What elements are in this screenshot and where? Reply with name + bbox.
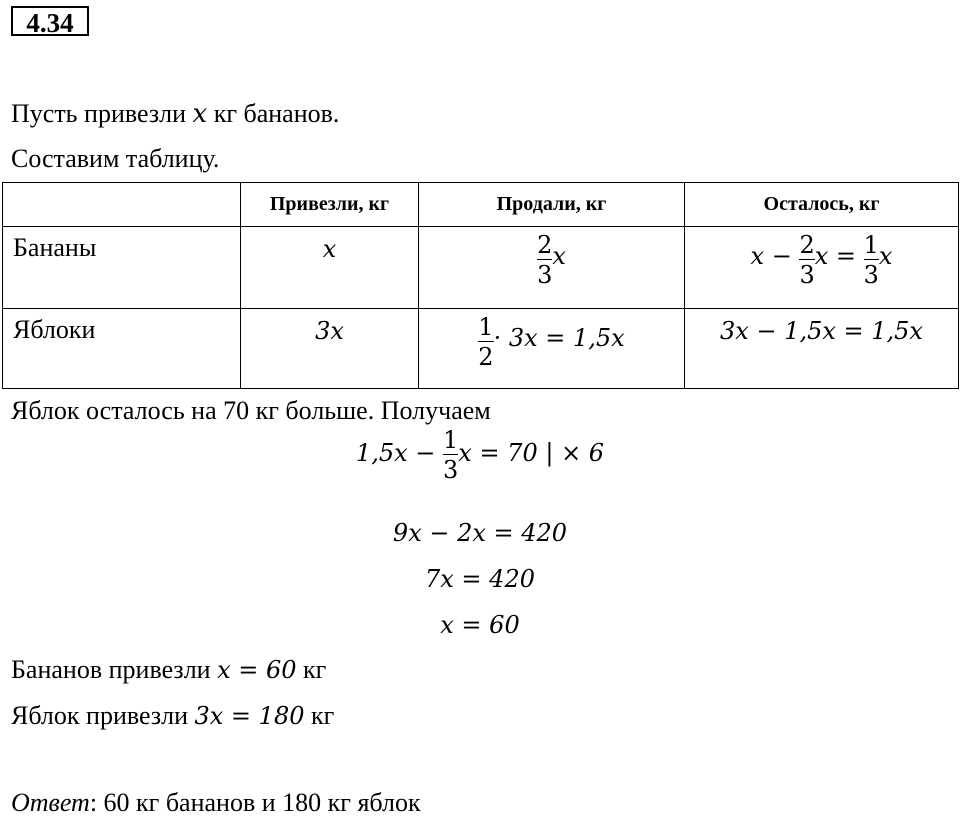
header-brought: Привезли, кг xyxy=(241,183,419,227)
intro-text: Пусть привезли xyxy=(11,99,193,128)
problem-number: 4.34 xyxy=(11,6,89,36)
fraction-num: 1 xyxy=(863,231,879,259)
fraction-den: 3 xyxy=(863,261,879,289)
bananas-left xyxy=(685,227,959,309)
fraction-num: 1 xyxy=(443,426,459,454)
data-table xyxy=(2,182,959,389)
intro-var: x xyxy=(192,99,208,129)
fraction-num: 2 xyxy=(799,231,815,259)
row-label-apples: Яблоки xyxy=(3,309,241,389)
bananas-brought xyxy=(241,227,419,309)
fraction-den: 3 xyxy=(443,456,459,484)
header-empty xyxy=(3,183,241,227)
eq-part: x = 70 | × 6 xyxy=(458,439,605,468)
eq-part: 1,5x − xyxy=(355,439,443,468)
equation-4: x = 60 xyxy=(440,611,520,639)
answer-line xyxy=(11,788,421,818)
sold-var: x xyxy=(552,242,566,271)
fraction xyxy=(478,313,493,372)
apples-left xyxy=(685,309,959,389)
fraction-den: 3 xyxy=(799,261,815,289)
equation-1 xyxy=(0,426,960,485)
apples-sold xyxy=(419,309,685,389)
conclusion-text: Яблок привезли xyxy=(11,701,195,730)
row-label-bananas: Бананы xyxy=(3,227,241,309)
fraction-num: 2 xyxy=(537,231,553,259)
equation-3: 7x = 420 xyxy=(425,565,535,593)
answer-label: Ответ xyxy=(11,788,90,817)
conclusion-text: Бананов привезли xyxy=(11,655,218,684)
intro-line-2: Составим таблицу. xyxy=(11,144,220,173)
table-header-row xyxy=(3,183,959,227)
fraction-den: 3 xyxy=(537,261,553,289)
after-table-text: Яблок осталось на 70 кг больше. Получаем xyxy=(11,396,491,425)
intro-line-1 xyxy=(11,99,339,129)
table-row-apples xyxy=(3,309,959,389)
apples-brought xyxy=(241,309,419,389)
expr-part: x xyxy=(878,242,893,271)
apples-brought-value: 3x xyxy=(315,317,344,345)
fraction xyxy=(537,231,552,290)
header-left: Осталось, кг xyxy=(685,183,959,227)
header-sold: Продали, кг xyxy=(419,183,685,227)
expr-part: x − xyxy=(750,242,800,271)
conclusion-math: 3x = 180 xyxy=(194,702,305,730)
expr-part: x = xyxy=(814,242,864,271)
conclusion-line-1 xyxy=(11,655,326,685)
bananas-brought-value: x xyxy=(322,235,337,263)
conclusion-unit: кг xyxy=(296,655,327,684)
bananas-sold xyxy=(419,227,685,309)
fraction-den: 2 xyxy=(478,343,494,371)
apples-left-value: 3x − 1,5x = 1,5x xyxy=(720,317,923,345)
conclusion-line-2 xyxy=(11,701,334,731)
conclusion-math: x = 60 xyxy=(217,656,297,684)
fraction xyxy=(864,231,879,290)
answer-text: : 60 кг бананов и 180 кг яблок xyxy=(89,788,421,817)
sold-expr: · 3x = 1,5x xyxy=(493,324,625,353)
fraction xyxy=(799,231,814,290)
fraction xyxy=(443,426,458,485)
intro-text-end: кг бананов. xyxy=(207,99,340,128)
equation-2: 9x − 2x = 420 xyxy=(392,519,568,547)
fraction-num: 1 xyxy=(478,313,494,341)
table-row-bananas xyxy=(3,227,959,309)
conclusion-unit: кг xyxy=(304,701,335,730)
